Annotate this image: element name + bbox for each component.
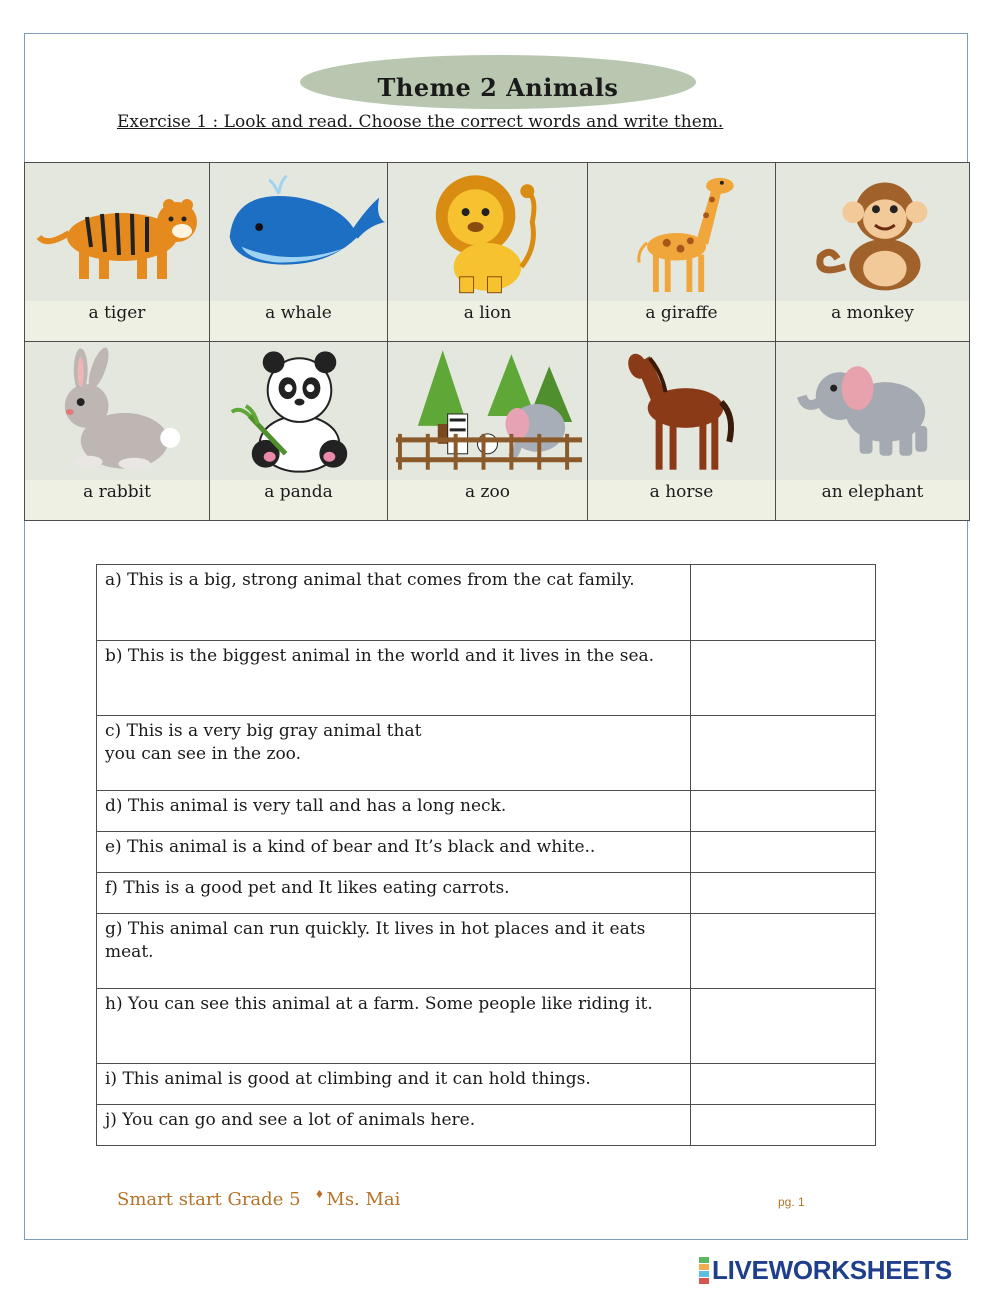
animal-label: a giraffe bbox=[588, 301, 775, 341]
whale-icon bbox=[210, 167, 387, 297]
question-text: e) This animal is a kind of bear and It’s black and white.. bbox=[97, 832, 691, 873]
animal-label: an elephant bbox=[776, 480, 969, 520]
zoo-icon bbox=[388, 346, 587, 476]
table-row bbox=[97, 989, 876, 1064]
table-row bbox=[97, 832, 876, 873]
table-row bbox=[97, 791, 876, 832]
logo-icon bbox=[699, 1257, 709, 1284]
animal-label: a zoo bbox=[388, 480, 587, 520]
question-text: d) This animal is very tall and has a long neck. bbox=[97, 791, 691, 832]
rabbit-icon bbox=[25, 346, 209, 476]
question-text: b) This is the biggest animal in the world and it lives in the sea. bbox=[97, 641, 691, 716]
animal-card-whale bbox=[210, 163, 388, 342]
horse-icon bbox=[588, 346, 775, 476]
table-row bbox=[97, 641, 876, 716]
page-title: Theme 2 Animals bbox=[377, 73, 619, 102]
animal-label: a panda bbox=[210, 480, 387, 520]
animal-label: a rabbit bbox=[25, 480, 209, 520]
question-text: g) This animal can run quickly. It lives in hot places and it eats meat. bbox=[97, 914, 691, 989]
brand-name: LIVEWORKSHEETS bbox=[712, 1254, 952, 1285]
question-text: c) This is a very big gray animal that you can see in the zoo. bbox=[97, 716, 691, 791]
table-row bbox=[97, 873, 876, 914]
table-row bbox=[97, 1105, 876, 1146]
animal-card-lion bbox=[388, 163, 588, 342]
animal-label: a tiger bbox=[25, 301, 209, 341]
question-table bbox=[96, 564, 876, 1146]
footer-course-name: Smart start Grade 5 bbox=[117, 1189, 301, 1210]
animal-card-giraffe bbox=[588, 163, 776, 342]
question-text: h) You can see this animal at a farm. Some people like riding it. bbox=[97, 989, 691, 1064]
table-row bbox=[97, 716, 876, 791]
table-row bbox=[97, 914, 876, 989]
animal-picture-grid bbox=[24, 162, 970, 521]
animal-card-elephant bbox=[776, 342, 970, 521]
panda-icon bbox=[210, 346, 387, 476]
animal-card-tiger bbox=[25, 163, 210, 342]
exercise-instruction: Exercise 1 : Look and read. Choose the correct words and write them. bbox=[117, 112, 724, 132]
monkey-icon bbox=[776, 167, 969, 297]
animal-label: a whale bbox=[210, 301, 387, 341]
liveworksheets-logo[interactable] bbox=[699, 1255, 952, 1285]
giraffe-icon bbox=[588, 167, 775, 297]
table-row bbox=[97, 565, 876, 641]
lion-icon bbox=[388, 167, 587, 297]
animal-card-monkey bbox=[776, 163, 970, 342]
diamond-icon: ♦ bbox=[314, 1188, 325, 1201]
question-text: i) This animal is good at climbing and it can hold things. bbox=[97, 1064, 691, 1105]
footer-course bbox=[117, 1188, 400, 1210]
question-text: a) This is a big, strong animal that comes from the cat family. bbox=[97, 565, 691, 641]
table-row bbox=[97, 1064, 876, 1105]
animal-card-zoo bbox=[388, 342, 588, 521]
question-text: j) You can go and see a lot of animals here. bbox=[97, 1105, 691, 1146]
elephant-icon bbox=[776, 346, 969, 476]
tiger-icon bbox=[25, 167, 209, 297]
animal-label: a lion bbox=[388, 301, 587, 341]
animal-label: a monkey bbox=[776, 301, 969, 341]
question-text: f) This is a good pet and It likes eating carrots. bbox=[97, 873, 691, 914]
animal-card-horse bbox=[588, 342, 776, 521]
animal-card-panda bbox=[210, 342, 388, 521]
animal-label: a horse bbox=[588, 480, 775, 520]
animal-card-rabbit bbox=[25, 342, 210, 521]
page-number: pg. 1 bbox=[778, 1195, 805, 1209]
footer-teacher: Ms. Mai bbox=[326, 1189, 401, 1210]
